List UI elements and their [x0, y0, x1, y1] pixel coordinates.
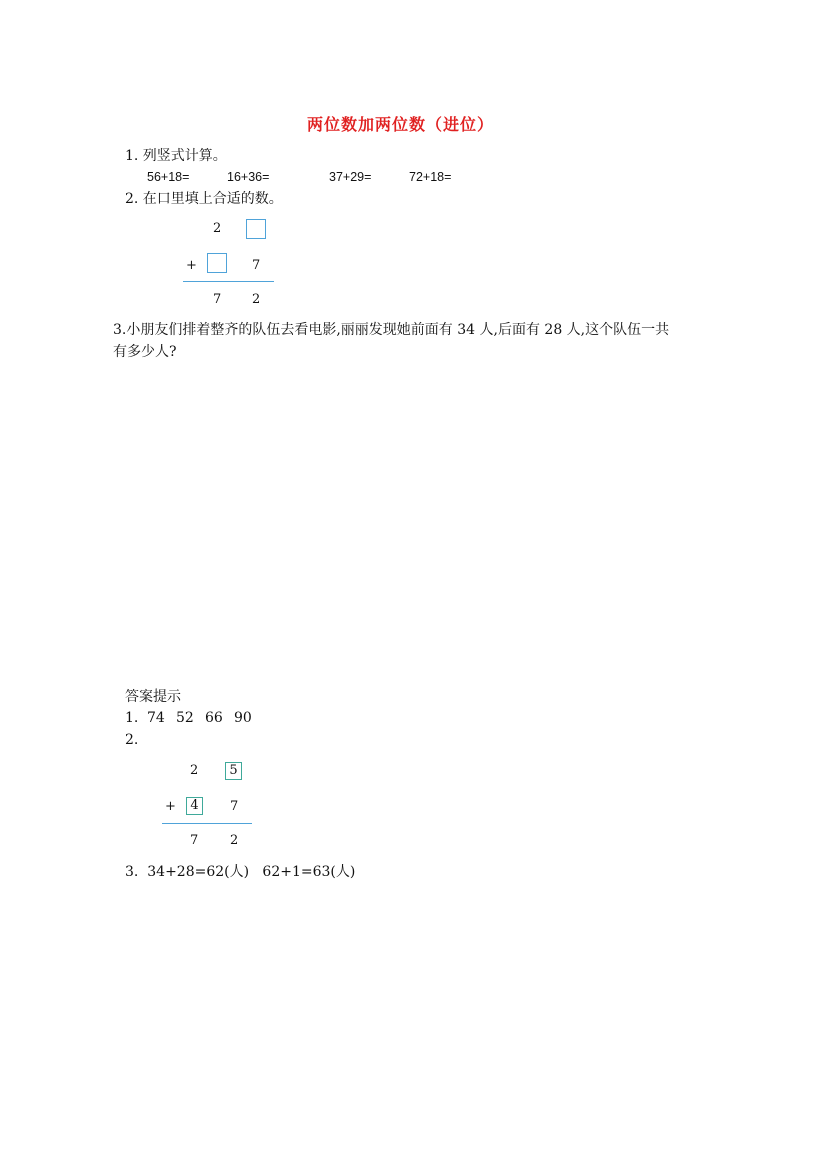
top-tens-digit: 2: [213, 221, 222, 236]
page-title: 两位数加两位数（进位）: [307, 115, 495, 134]
question-3-line-1: 3.小朋友们排着整齐的队伍去看电影,丽丽发现她前面有 34 人,后面有 28 人,这个队伍一共: [113, 322, 670, 338]
answer-1-value-2: 52: [176, 710, 194, 726]
answer-top-tens-digit: 2: [190, 763, 199, 778]
sum-rule: [183, 281, 274, 282]
answer-bottom-tens-box: 4: [186, 797, 203, 815]
expression-3: 37+29=: [329, 170, 372, 184]
answer-3: 3. 34+28=62(人) 62+1=63(人): [125, 864, 356, 880]
question-1-label: 1. 列竖式计算。: [125, 148, 227, 164]
answer-1-value-4: 90: [234, 710, 252, 726]
answer-bottom-ones-digit: 7: [230, 799, 239, 814]
answer-plus-sign: +: [165, 799, 176, 814]
result-ones-digit: 2: [252, 292, 261, 307]
answer-result-tens-digit: 7: [190, 833, 199, 848]
result-tens-digit: 7: [213, 292, 222, 307]
answer-2-label: 2.: [125, 732, 139, 748]
question-2-label: 2. 在口里填上合适的数。: [125, 191, 283, 207]
answer-top-ones-box: 5: [225, 762, 242, 780]
expression-1: 56+18=: [147, 170, 190, 184]
answer-1-value-3: 66: [205, 710, 223, 726]
expression-4: 72+18=: [409, 170, 452, 184]
bottom-tens-blank-box[interactable]: [207, 253, 227, 273]
answers-heading: 答案提示: [125, 689, 181, 705]
plus-sign: +: [186, 258, 197, 273]
answer-result-ones-digit: 2: [230, 833, 239, 848]
expression-2: 16+36=: [227, 170, 270, 184]
question-3-line-2: 有多少人?: [113, 344, 177, 360]
bottom-ones-digit: 7: [252, 258, 261, 273]
answer-1-label: 1.: [125, 710, 139, 726]
top-ones-blank-box[interactable]: [246, 219, 266, 239]
answer-sum-rule: [162, 823, 252, 824]
answer-1-value-1: 74: [147, 710, 165, 726]
